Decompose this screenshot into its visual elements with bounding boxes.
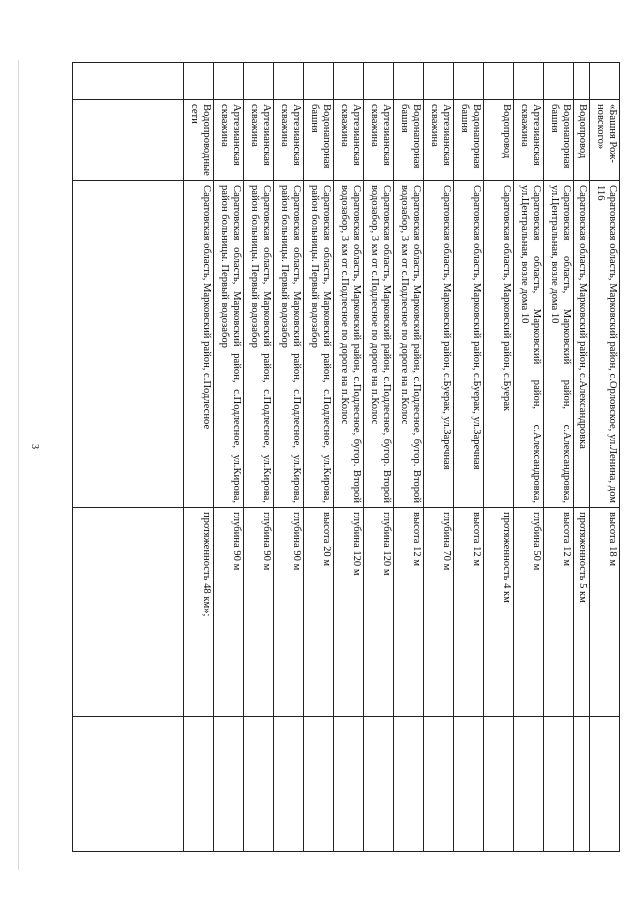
empty-cell (244, 717, 274, 852)
row-number-cell (484, 63, 514, 100)
rotated-table-container (72, 62, 620, 852)
object-name-cell: «Башня Рож-новского» (590, 100, 620, 181)
object-characteristic-cell: глубина 50 м (514, 508, 544, 717)
object-name-cell: Артезианская скважина (334, 100, 364, 181)
table-row (424, 63, 454, 852)
object-name-cell: Водонапорная башня (394, 100, 424, 181)
table-row (590, 63, 620, 852)
table-row (574, 63, 590, 852)
scan-fold-line (18, 60, 19, 870)
object-address-cell: Саратовская область, Марковский район, с.Подлесное (184, 181, 214, 508)
empty-cell (274, 717, 304, 852)
empty-cell (73, 100, 184, 181)
empty-cell (590, 717, 620, 852)
empty-cell (574, 717, 590, 852)
object-address-cell: Саратовская область, Марковский район, с.Орловское, ул.Ленина, дом 116 (590, 181, 620, 508)
row-number-cell (334, 63, 364, 100)
table-row (214, 63, 244, 852)
empty-cell (544, 717, 574, 852)
object-name-cell: Водонапорная башня (304, 100, 334, 181)
object-address-cell: Саратовская область, Марковский район, с.Александровка, ул.Центральная, возле дома 10 (514, 181, 544, 508)
empty-cell (214, 717, 244, 852)
object-name-cell: Артезианская скважина (364, 100, 394, 181)
row-number-cell (274, 63, 304, 100)
object-characteristic-cell: глубина 120 м (364, 508, 394, 717)
empty-cell (484, 717, 514, 852)
objects-table-body (73, 63, 620, 852)
empty-cell (334, 717, 364, 852)
object-characteristic-cell: глубина 90 м (274, 508, 304, 717)
empty-cell (514, 717, 544, 852)
table-row (544, 63, 574, 852)
object-name-cell: Водопровод (484, 100, 514, 181)
row-number-cell (514, 63, 544, 100)
object-address-cell: Саратовская область, Марковский район, с.Александровка, ул.Центральная, возле дома 10 (544, 181, 574, 508)
object-name-cell: Артезианская скважина (244, 100, 274, 181)
table-row (334, 63, 364, 852)
objects-table (72, 62, 620, 852)
object-characteristic-cell: высота 18 м (590, 508, 620, 717)
table-row (244, 63, 274, 852)
row-number-cell (454, 63, 484, 100)
object-characteristic-cell: глубина 120 м (334, 508, 364, 717)
object-characteristic-cell: высота 12 м (394, 508, 424, 717)
row-number-cell (304, 63, 334, 100)
row-number-cell (364, 63, 394, 100)
object-address-cell: Саратовская область, Марковский район, с.Буерак, ул.Заречная (424, 181, 454, 508)
object-address-cell: Саратовская область, Марковский район, с.Подлесное, бугор. Второй водозабор, 3 км от с.Подлесное по дороге на п.Колос (394, 181, 424, 508)
row-number-cell (590, 63, 620, 100)
object-address-cell: Саратовская область, Марковский район, с.Подлесное, бугор. Второй водозабор, 3 км от с.Подлесное по дороге на п.Колос (364, 181, 394, 508)
object-address-cell: Саратовская область, Марковский район, с.Подлесное, ул.Кирова, район больницы. Первый водозабор (214, 181, 244, 508)
row-number-cell (214, 63, 244, 100)
table-row (364, 63, 394, 852)
row-number-cell (244, 63, 274, 100)
object-name-cell: Артезианская скважина (274, 100, 304, 181)
row-number-cell (574, 63, 590, 100)
row-number-cell (544, 63, 574, 100)
object-address-cell: Саратовская область, Марковский район, с.Александровка (574, 181, 590, 508)
empty-cell (73, 181, 184, 508)
object-characteristic-cell: протяженность 48 км»; (184, 508, 214, 717)
object-characteristic-cell: глубина 90 м (214, 508, 244, 717)
object-characteristic-cell: высота 20 м (304, 508, 334, 717)
object-name-cell: Артезианская скважина (214, 100, 244, 181)
object-address-cell: Саратовская область, Марковский район, с.Буерак, ул.Заречная (454, 181, 484, 508)
row-number-cell (424, 63, 454, 100)
object-name-cell: Артезианская скважина (514, 100, 544, 181)
object-characteristic-cell: протяженность 4 км (484, 508, 514, 717)
object-name-cell: Артезианская скважина (424, 100, 454, 181)
empty-cell (454, 717, 484, 852)
object-characteristic-cell: глубина 90 м (244, 508, 274, 717)
row-number-cell (73, 63, 184, 100)
object-address-cell: Саратовская область, Марковский район, с.Буерак (484, 181, 514, 508)
object-address-cell: Саратовская область, Марковский район, с.Подлесное, ул.Кирова, район больницы. Первый водозабор (244, 181, 274, 508)
empty-cell (73, 508, 184, 717)
table-row (394, 63, 424, 852)
empty-cell (364, 717, 394, 852)
object-name-cell: Водопровод (574, 100, 590, 181)
empty-cell (304, 717, 334, 852)
row-number-cell (394, 63, 424, 100)
table-row (274, 63, 304, 852)
object-characteristic-cell: высота 12 м (544, 508, 574, 717)
empty-cell (394, 717, 424, 852)
table-row (514, 63, 544, 852)
object-characteristic-cell: протяженность 5 км (574, 508, 590, 717)
object-address-cell: Саратовская область, Марковский район, с.Подлесное, ул.Кирова, район больницы. Первый водозабор (304, 181, 334, 508)
object-address-cell: Саратовская область, Марковский район, с.Подлесное, ул.Кирова, район больницы. Первый водозабор (274, 181, 304, 508)
object-characteristic-cell: высота 12 м (454, 508, 484, 717)
object-name-cell: Водонапорная башня (454, 100, 484, 181)
table-row (73, 63, 184, 852)
object-characteristic-cell: глубина 70 м (424, 508, 454, 717)
object-name-cell: Водопроводные сети (184, 100, 214, 181)
object-name-cell: Водонапорная башня (544, 100, 574, 181)
page-number: 3 (29, 444, 40, 449)
table-row (184, 63, 214, 852)
empty-cell (184, 717, 214, 852)
empty-cell (424, 717, 454, 852)
table-row (484, 63, 514, 852)
object-address-cell: Саратовская область, Марковский район, с.Подлесное, бугор. Второй водозабор, 3 км от с.Подлесное по дороге на п.Колос (334, 181, 364, 508)
table-row (454, 63, 484, 852)
table-row (304, 63, 334, 852)
empty-cell (73, 717, 184, 852)
row-number-cell (184, 63, 214, 100)
